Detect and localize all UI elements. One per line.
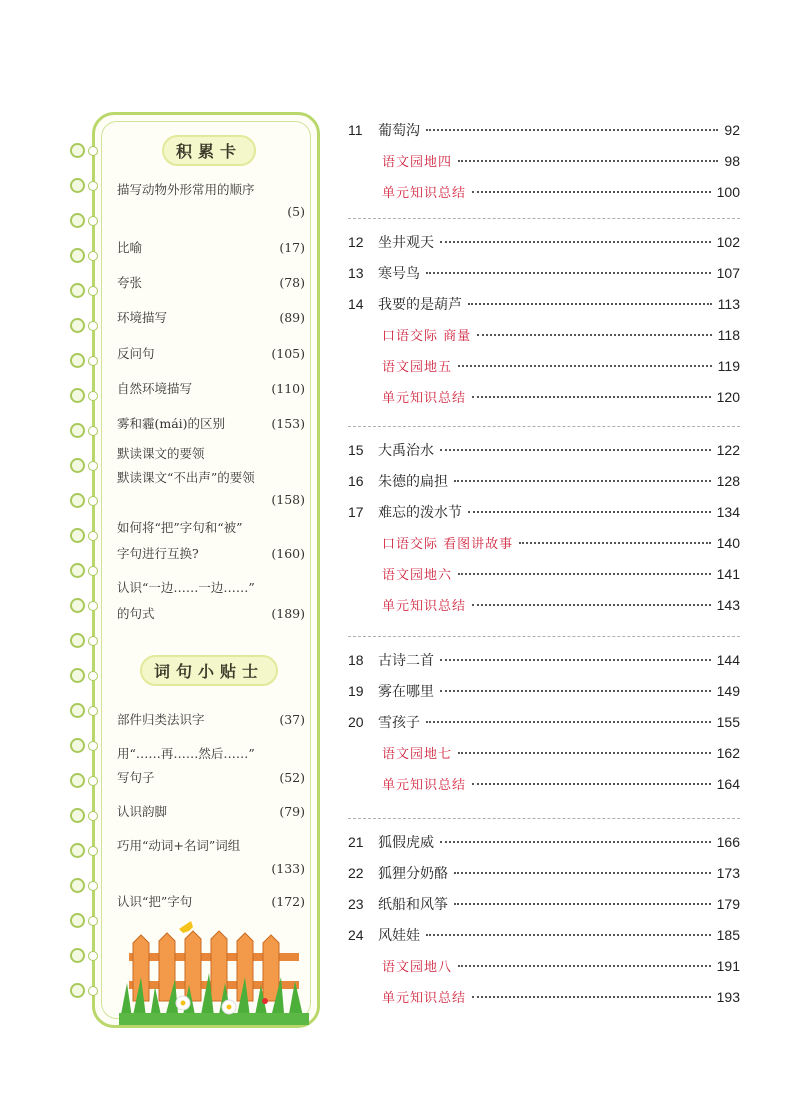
- entry-text: 巧用“动词+名词”词组: [117, 838, 241, 853]
- entry-page: (189): [271, 606, 305, 621]
- binding-ring-icon: [66, 875, 102, 895]
- binding-ring-icon: [66, 910, 102, 930]
- toc-title: 难忘的泼水节: [378, 505, 462, 521]
- toc-lesson-number: 24: [348, 927, 364, 943]
- entry-text: 的句式: [117, 606, 155, 621]
- entry-page: (160): [271, 546, 305, 561]
- binding-ring-icon: [66, 210, 102, 230]
- section-title-pill: 词句小贴士: [140, 655, 278, 686]
- toc-lesson-number: 23: [348, 896, 364, 912]
- toc-page-number: 120: [716, 389, 740, 405]
- toc-leader-dots: [440, 841, 711, 843]
- toc-page-number: 141: [716, 566, 740, 582]
- toc-entry: [348, 232, 740, 256]
- entry-text: 夸张: [117, 275, 143, 290]
- fence-post-icon: [263, 935, 279, 1001]
- binding-ring-icon: [66, 665, 102, 685]
- toc-section-divider: [348, 636, 740, 637]
- card-entry: [117, 801, 305, 823]
- entry-text: 比喻: [117, 240, 143, 255]
- toc-page-number: 134: [716, 504, 740, 520]
- toc-subentry: [348, 325, 740, 349]
- toc-page-number: 113: [717, 296, 740, 312]
- card-entry: [117, 577, 305, 599]
- toc-title: 风娃娃: [378, 928, 420, 944]
- toc-lesson-number: 16: [348, 473, 364, 489]
- toc-page-number: 155: [716, 714, 740, 730]
- toc-title: 语文园地八: [382, 960, 453, 975]
- toc-leader-dots: [472, 604, 711, 606]
- toc-title: 语文园地四: [382, 155, 453, 170]
- toc-leader-dots: [440, 241, 711, 243]
- toc-subentry: [348, 151, 740, 175]
- toc-lesson-number: 12: [348, 234, 364, 250]
- entry-page: (133): [271, 861, 305, 876]
- toc-entry: [348, 263, 740, 287]
- toc-subentry: [348, 533, 740, 557]
- toc-title: 口语交际 看图讲故事: [382, 537, 514, 552]
- card-entry: [117, 413, 305, 435]
- entry-page: (158): [271, 492, 305, 507]
- toc-leader-dots: [472, 996, 711, 998]
- toc-subentry: [348, 182, 740, 206]
- toc-page-number: 140: [716, 535, 740, 551]
- binding-ring-icon: [66, 805, 102, 825]
- card-entry: [117, 743, 305, 765]
- toc-leader-dots: [458, 573, 711, 575]
- entry-text: 认识韵脚: [117, 804, 168, 819]
- toc-title: 我要的是葫芦: [378, 297, 462, 313]
- toc-title: 纸船和风筝: [378, 897, 448, 913]
- card-entry: [117, 272, 305, 294]
- toc-page-number: 149: [716, 683, 740, 699]
- toc-leader-dots: [440, 449, 711, 451]
- binding-ring-icon: [66, 595, 102, 615]
- binding-ring-icon: [66, 455, 102, 475]
- toc-title: 单元知识总结: [382, 991, 467, 1006]
- entry-text: 字句进行互换?: [117, 546, 199, 561]
- entry-page: (89): [279, 310, 305, 325]
- toc-entry: [348, 120, 740, 144]
- card-entry: [117, 767, 305, 789]
- card-entry: [117, 443, 305, 465]
- toc-page-number: 118: [717, 327, 740, 343]
- toc-leader-dots: [426, 934, 711, 936]
- toc-page-number: 164: [716, 776, 740, 792]
- toc-lesson-number: 19: [348, 683, 364, 699]
- toc-title: 语文园地七: [382, 747, 453, 762]
- toc-lesson-number: 15: [348, 442, 364, 458]
- entry-page: (172): [271, 894, 305, 909]
- toc-leader-dots: [426, 721, 711, 723]
- toc-leader-dots: [440, 690, 711, 692]
- fence-post-icon: [185, 931, 201, 1001]
- toc-leader-dots: [477, 334, 712, 336]
- entry-text: 部件归类法识字: [117, 712, 205, 727]
- toc-subentry: [348, 387, 740, 411]
- toc-title: 语文园地六: [382, 568, 453, 583]
- binding-ring-icon: [66, 175, 102, 195]
- toc-title: 雪孩子: [378, 715, 420, 731]
- grass-ground-icon: [119, 1013, 309, 1025]
- fence-grass-illustration: [119, 921, 309, 1025]
- section-title-pill: 积累卡: [162, 135, 256, 166]
- toc-leader-dots: [426, 129, 718, 131]
- binding-ring-icon: [66, 245, 102, 265]
- toc-title: 寒号鸟: [378, 266, 420, 282]
- entry-page: (153): [271, 416, 305, 431]
- toc-page-number: 119: [717, 358, 740, 374]
- binding-ring-icon: [66, 945, 102, 965]
- card-entry: [117, 237, 305, 259]
- entry-page: (78): [279, 275, 305, 290]
- toc-lesson-number: 14: [348, 296, 364, 312]
- daisy-center-icon: [181, 1001, 186, 1006]
- entry-page: (110): [271, 381, 305, 396]
- toc-leader-dots: [472, 396, 711, 398]
- binding-ring-icon: [66, 525, 102, 545]
- entry-text: 环境描写: [117, 310, 168, 325]
- toc-subentry: [348, 956, 740, 980]
- toc-page-number: 162: [716, 745, 740, 761]
- binding-ring-icon: [66, 140, 102, 160]
- ladybug-icon: [262, 998, 268, 1004]
- toc-section-divider: [348, 218, 740, 219]
- entry-page: (5): [287, 204, 305, 219]
- card-entry: [117, 858, 305, 880]
- toc-leader-dots: [458, 752, 711, 754]
- card-entry: [117, 378, 305, 400]
- entry-text: 雾和霾(mái)的区别: [117, 416, 226, 431]
- toc-leader-dots: [440, 659, 711, 661]
- toc-page-number: 191: [716, 958, 740, 974]
- binding-ring-icon: [66, 980, 102, 1000]
- toc-entry: [348, 681, 740, 705]
- binding-ring-icon: [66, 770, 102, 790]
- toc-leader-dots: [468, 511, 711, 513]
- entry-text: 如何将“把”字句和“被”: [117, 520, 243, 535]
- toc-entry: [348, 863, 740, 887]
- toc-leader-dots: [426, 272, 711, 274]
- entry-page: (79): [279, 804, 305, 819]
- binding-ring-icon: [66, 560, 102, 580]
- entry-page: (52): [279, 770, 305, 785]
- toc-page-number: 173: [716, 865, 740, 881]
- toc-title: 单元知识总结: [382, 778, 467, 793]
- toc-page-number: 102: [716, 234, 740, 250]
- toc-lesson-number: 18: [348, 652, 364, 668]
- entry-page: (17): [279, 240, 305, 255]
- toc-lesson-number: 13: [348, 265, 364, 281]
- card-entry: [117, 343, 305, 365]
- toc-title: 朱德的扁担: [378, 474, 448, 490]
- section-title-tips: [95, 655, 323, 686]
- toc-leader-dots: [458, 965, 711, 967]
- toc-lesson-number: 21: [348, 834, 364, 850]
- card-entry: [117, 467, 305, 511]
- toc-subentry: [348, 564, 740, 588]
- toc-title: 单元知识总结: [382, 391, 467, 406]
- binding-ring-icon: [66, 280, 102, 300]
- toc-page-number: 98: [724, 153, 740, 169]
- toc-section-divider: [348, 818, 740, 819]
- spiral-binding: [66, 140, 106, 1000]
- card-entry: [117, 543, 305, 565]
- toc-title: 语文园地五: [382, 360, 453, 375]
- entry-text: 认识“一边……一边……”: [117, 580, 255, 595]
- toc-lesson-number: 11: [348, 122, 363, 138]
- toc-title: 雾在哪里: [378, 684, 434, 700]
- toc-lesson-number: 20: [348, 714, 364, 730]
- toc-leader-dots: [458, 365, 712, 367]
- toc-leader-dots: [472, 783, 711, 785]
- toc-title: 狐假虎威: [378, 835, 434, 851]
- card-entry: [117, 517, 305, 539]
- card-entry: [117, 603, 305, 625]
- toc-subentry: [348, 987, 740, 1011]
- toc-title: 古诗二首: [378, 653, 434, 669]
- entry-page: (105): [271, 346, 305, 361]
- toc-page-number: 107: [716, 265, 740, 281]
- toc-entry: [348, 294, 740, 318]
- entry-text: 用“……再……然后……”: [117, 746, 255, 761]
- toc-entry: [348, 502, 740, 526]
- toc-page-number: 144: [716, 652, 740, 668]
- binding-ring-icon: [66, 385, 102, 405]
- toc-subentry: [348, 743, 740, 767]
- toc-title: 口语交际 商量: [382, 329, 472, 344]
- toc-entry: [348, 712, 740, 736]
- entry-text: 反问句: [117, 346, 155, 361]
- toc-entry: [348, 832, 740, 856]
- toc-leader-dots: [458, 160, 718, 162]
- toc-page-number: 179: [716, 896, 740, 912]
- binding-ring-icon: [66, 350, 102, 370]
- binding-ring-icon: [66, 840, 102, 860]
- toc-page-number: 185: [716, 927, 740, 943]
- binding-ring-icon: [66, 630, 102, 650]
- entry-text: 自然环境描写: [117, 381, 193, 396]
- binding-ring-icon: [66, 700, 102, 720]
- toc-leader-dots: [468, 303, 712, 305]
- toc-title: 葡萄沟: [378, 123, 420, 139]
- entry-text: 描写动物外形常用的顺序: [117, 182, 255, 197]
- toc-entry: [348, 894, 740, 918]
- binding-ring-icon: [66, 315, 102, 335]
- toc-title: 单元知识总结: [382, 186, 467, 201]
- toc-leader-dots: [454, 480, 711, 482]
- toc-page-number: 92: [724, 122, 740, 138]
- toc-page-number: 100: [716, 184, 740, 200]
- toc-section-divider: [348, 426, 740, 427]
- toc-subentry: [348, 774, 740, 798]
- section-title-jileika: [95, 135, 323, 166]
- card-entry: [117, 891, 305, 913]
- toc-title: 单元知识总结: [382, 599, 467, 614]
- binding-ring-icon: [66, 735, 102, 755]
- binding-ring-icon: [66, 490, 102, 510]
- toc-page-number: 128: [716, 473, 740, 489]
- toc-subentry: [348, 356, 740, 380]
- toc-title: 坐井观天: [378, 235, 434, 251]
- toc-lesson-number: 17: [348, 504, 364, 520]
- toc-leader-dots: [454, 903, 711, 905]
- toc-page-number: 143: [716, 597, 740, 613]
- entry-text: 默读课文的要领: [117, 446, 205, 461]
- toc-page-number: 122: [716, 442, 740, 458]
- card-entry: [117, 307, 305, 329]
- toc-leader-dots: [519, 542, 711, 544]
- card-entry: [117, 179, 305, 223]
- toc-entry: [348, 925, 740, 949]
- toc-title: 狐狸分奶酪: [378, 866, 448, 882]
- entry-page: (37): [279, 712, 305, 727]
- toc-entry: [348, 440, 740, 464]
- daisy-center-icon: [227, 1005, 232, 1010]
- binding-ring-icon: [66, 420, 102, 440]
- toc-entry: [348, 650, 740, 674]
- toc-subentry: [348, 595, 740, 619]
- toc-entry: [348, 471, 740, 495]
- butterfly-icon: [179, 921, 193, 933]
- accumulation-card: [92, 112, 320, 1028]
- toc-title: 大禹治水: [378, 443, 434, 459]
- entry-text: 写句子: [117, 770, 155, 785]
- card-entry: [117, 709, 305, 731]
- toc-page-number: 166: [716, 834, 740, 850]
- toc-page-number: 193: [716, 989, 740, 1005]
- toc-leader-dots: [472, 191, 711, 193]
- entry-text: 默读课文“不出声”的要领: [117, 470, 255, 485]
- toc-leader-dots: [454, 872, 711, 874]
- card-entry: [117, 835, 305, 857]
- toc-lesson-number: 22: [348, 865, 364, 881]
- entry-text: 认识“把”字句: [117, 894, 193, 909]
